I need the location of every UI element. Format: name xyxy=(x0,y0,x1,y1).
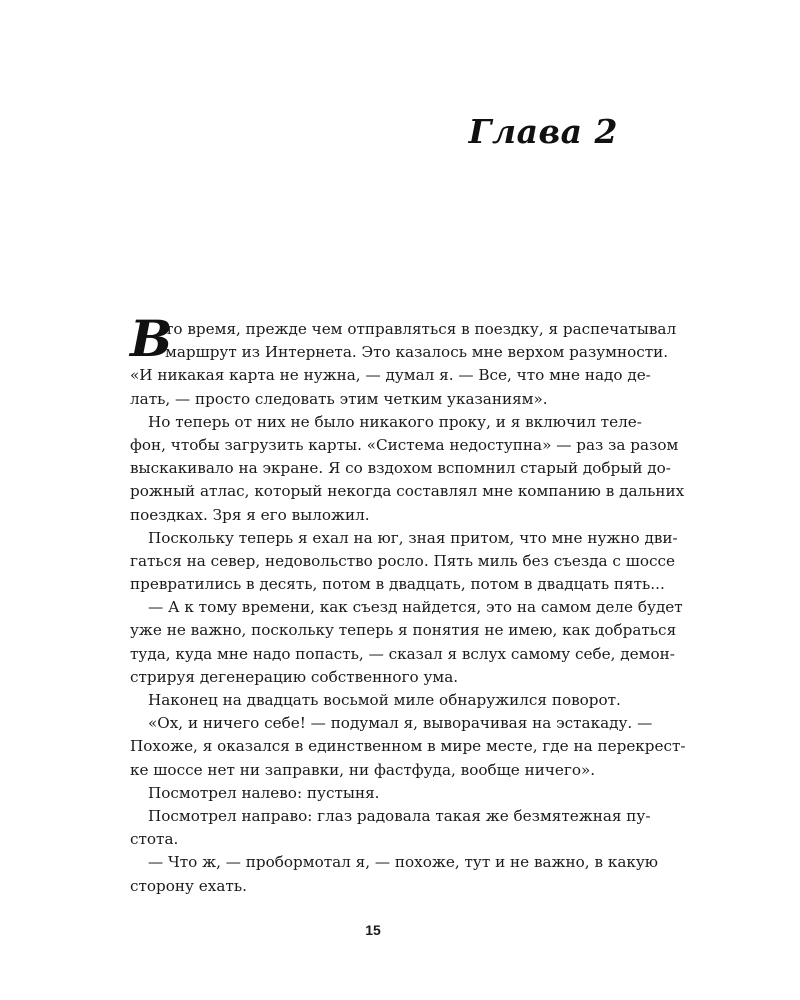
text-line: сторону ехать. xyxy=(130,876,247,895)
text-line: превратились в десять, потом в двадцать, потом в двадцать пять... xyxy=(130,575,665,594)
text-line: Наконец на двадцать восьмой миле обнаружился поворот. xyxy=(148,691,621,709)
text-line: рожный атлас, который некогда составлял мне компанию в дальних xyxy=(130,482,685,501)
text-line: то время, прежде чем отправляться в поездку, я распечатывал xyxy=(165,320,677,338)
text-line: — А к тому времени, как съезд найдется, это на самом деле будет xyxy=(148,598,683,617)
text-line: стота. xyxy=(130,830,179,849)
text-line: Поскольку теперь я ехал на юг, зная притом, что мне нужно дви- xyxy=(148,528,678,547)
drop-cap: В xyxy=(130,309,173,368)
text-line: поездках. Зря я его выложил. xyxy=(130,505,370,524)
text-line: Но теперь от них не было никакого проку, и я включил теле- xyxy=(148,412,642,431)
text-line: лать, — просто следовать этим четким указаниям». xyxy=(130,389,548,408)
text-line: стрируя дегенерацию собственного ума. xyxy=(130,667,459,686)
text-line: Посмотрел направо: глаз радовала такая же безмятежная пу- xyxy=(148,806,651,825)
text-line: выскакивало на экране. Я со вздохом вспомнил старый добрый до- xyxy=(130,459,671,478)
text-line: «И никакая карта не нужна, — думал я. — Все, что мне надо де- xyxy=(130,366,651,385)
text-line: маршрут из Интернета. Это казалось мне верхом разумности. xyxy=(165,343,669,362)
text-line: Посмотрел налево: пустыня. xyxy=(148,783,380,802)
text-line: — Что ж, — пробормотал я, — похоже, тут и не важно, в какую xyxy=(148,853,659,872)
text-line: ке шоссе нет ни заправки, ни фастфуда, вообще ничего». xyxy=(130,760,596,779)
text-line: уже не важно, поскольку теперь я понятия не имею, как добраться xyxy=(130,621,677,640)
page-number: 15 xyxy=(365,922,381,938)
text-line: «Ох, и ничего себе! — подумал я, выворачивая на эстакаду. — xyxy=(148,714,653,733)
text-line: Похоже, я оказался в единственном в мире месте, где на перекрест- xyxy=(130,737,686,756)
text-line: гаться на север, недовольство росло. Пять миль без съезда с шоссе xyxy=(130,551,675,570)
text-line: туда, куда мне надо попасть, — сказал я вслух самому себе, демон- xyxy=(130,644,675,663)
text-line: фон, чтобы загрузить карты. «Система недоступна» — раз за разом xyxy=(130,435,679,454)
body-text xyxy=(130,318,686,898)
chapter-title: Глава 2 xyxy=(468,112,618,151)
